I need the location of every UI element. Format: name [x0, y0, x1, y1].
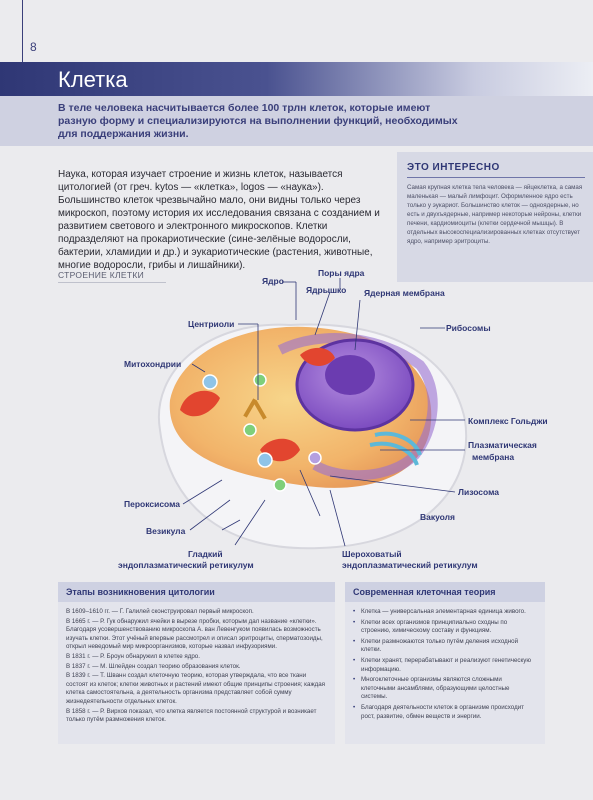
label-golgi: Комплекс Гольджи — [468, 416, 548, 426]
label-peroxisome: Пероксисома — [124, 499, 181, 509]
label-nuclear-pores: Поры ядра — [318, 268, 365, 278]
history-title: Этапы возникновения цитологии — [58, 582, 335, 602]
label-ribosomes: Рибосомы — [446, 323, 491, 333]
theory-item: • Клетки хранят, перерабатывают и реализуют генетическую информацию. — [353, 657, 537, 674]
label-nucleus: Ядро — [262, 276, 284, 286]
theory-title: Современная клеточная теория — [345, 582, 545, 602]
label-mitochondria: Митохондрии — [124, 359, 182, 369]
body-paragraph: Наука, которая изучает строение и жизнь клеток, называется цитологией (от греч. kytos — «клетка», logos — «наука»). Большинство клеток чрезвычайно мало, они видны только через микроскоп, поэтому история их исследования связана с созданием и развитием светового и электронного микроскопов. Клетки подразделяют на прокариотические (сине-зелёные водоросли, бактерии, хламидии и др.) и эукариотические (растения, животные, многие водоросли, грибы и лишайники). — [58, 169, 380, 271]
label-vesicle: Везикула — [146, 526, 186, 536]
page-title: Клетка — [58, 67, 128, 92]
label-nuclear-membrane: Ядерная мембрана — [364, 288, 445, 298]
label-lysosome: Лизосома — [458, 487, 499, 497]
theory-list — [353, 608, 537, 721]
history-panel — [58, 582, 335, 744]
intro-text: В теле человека насчитывается более 100 трлн клеток, которые имеют разную форму и специализируются на выполнении функций, необходимых для поддержания жизни. — [58, 102, 458, 140]
interesting-title: ЭТО ИНТЕРЕСНО — [407, 162, 500, 173]
interesting-text: Самая крупная клетка тела человека — яйцеклетка, а самая маленькая — малый лимфоцит. Оформленное ядро есть только у эукариот. Большинство клеток — одноядерные, но есть и двухъядерные, например некоторые нейроны, клетки печени, кардиомиоциты (клетки сердечной мышцы). В отдельных высокоспециализированных клетках отсутствует ядро, например эритроциты. — [407, 184, 583, 245]
history-item: В 1839 г. — Т. Шванн создал клеточную теорию, которая утверждала, что все ткани состоят из клеток; клетки животных и растений имеют общие принципы строения; каждая клетка самостоятельна, а деятельность организма представляет собой сумму жизнедеятельности отдельных клеток. — [66, 672, 325, 705]
history-item: В 1665 г. — Р. Гук обнаружил ячейки в вырезе пробки, которым дал название «клетки». Благодаря усовершенствованию микроскопа А. ван Левенгуком появилась возможность изучать клетки. Этот учёный впервые рассмотрел и описал эритроциты, сперматозоиды, открыл неведомый мир микроорганизмов, которые назвал инфузориями. — [66, 617, 323, 651]
theory-item: • Клетка — универсальная элементарная единица живого. — [353, 608, 537, 617]
history-item: В 1831 г. — Р. Броун обнаружил в клетке ядро. — [66, 652, 200, 660]
history-body — [58, 602, 335, 732]
label-smooth-er-1: Гладкий — [188, 549, 223, 559]
label-nucleolus: Ядрышко — [306, 285, 347, 295]
theory-item: • Клетки всех организмов принципиально сходны по строению, химическому составу и функциям. — [353, 619, 537, 636]
label-rough-er-1: Шероховатый — [342, 549, 402, 559]
theory-panel — [345, 582, 545, 744]
label-vacuole: Вакуоля — [420, 512, 455, 522]
diagram-heading: СТРОЕНИЕ КЛЕТКИ — [58, 270, 145, 280]
theory-item: • Благодаря деятельности клеток в организме происходит рост, развитие, обмен веществ и энергии. — [353, 704, 537, 721]
label-centrioles: Центриоли — [188, 319, 235, 329]
theory-item: • Клетки размножаются только путём деления исходной клетки. — [353, 638, 537, 655]
history-item: В 1837 г. — М. Шлейден создал теорию образования клеток. — [66, 662, 241, 670]
label-rough-er-2: эндоплазматический ретикулум — [342, 560, 478, 570]
label-smooth-er-2: эндоплазматический ретикулум — [118, 560, 254, 570]
theory-body — [345, 602, 545, 729]
history-item: В 1858 г. — Р. Вирхов показал, что клетка является постоянной структурой и возникает только путём размножения клеток. — [66, 707, 317, 724]
history-item: В 1609–1610 гг. — Г. Галилей сконструировал первый микроскоп. — [66, 608, 254, 615]
theory-item: • Многоклеточные организмы являются сложными клеточными ансамблями, образующими целостные системы. — [353, 676, 537, 702]
label-plasma-membrane-2: мембрана — [472, 452, 515, 462]
label-plasma-membrane-1: Плазматическая — [468, 440, 537, 450]
page-number: 8 — [30, 40, 37, 54]
